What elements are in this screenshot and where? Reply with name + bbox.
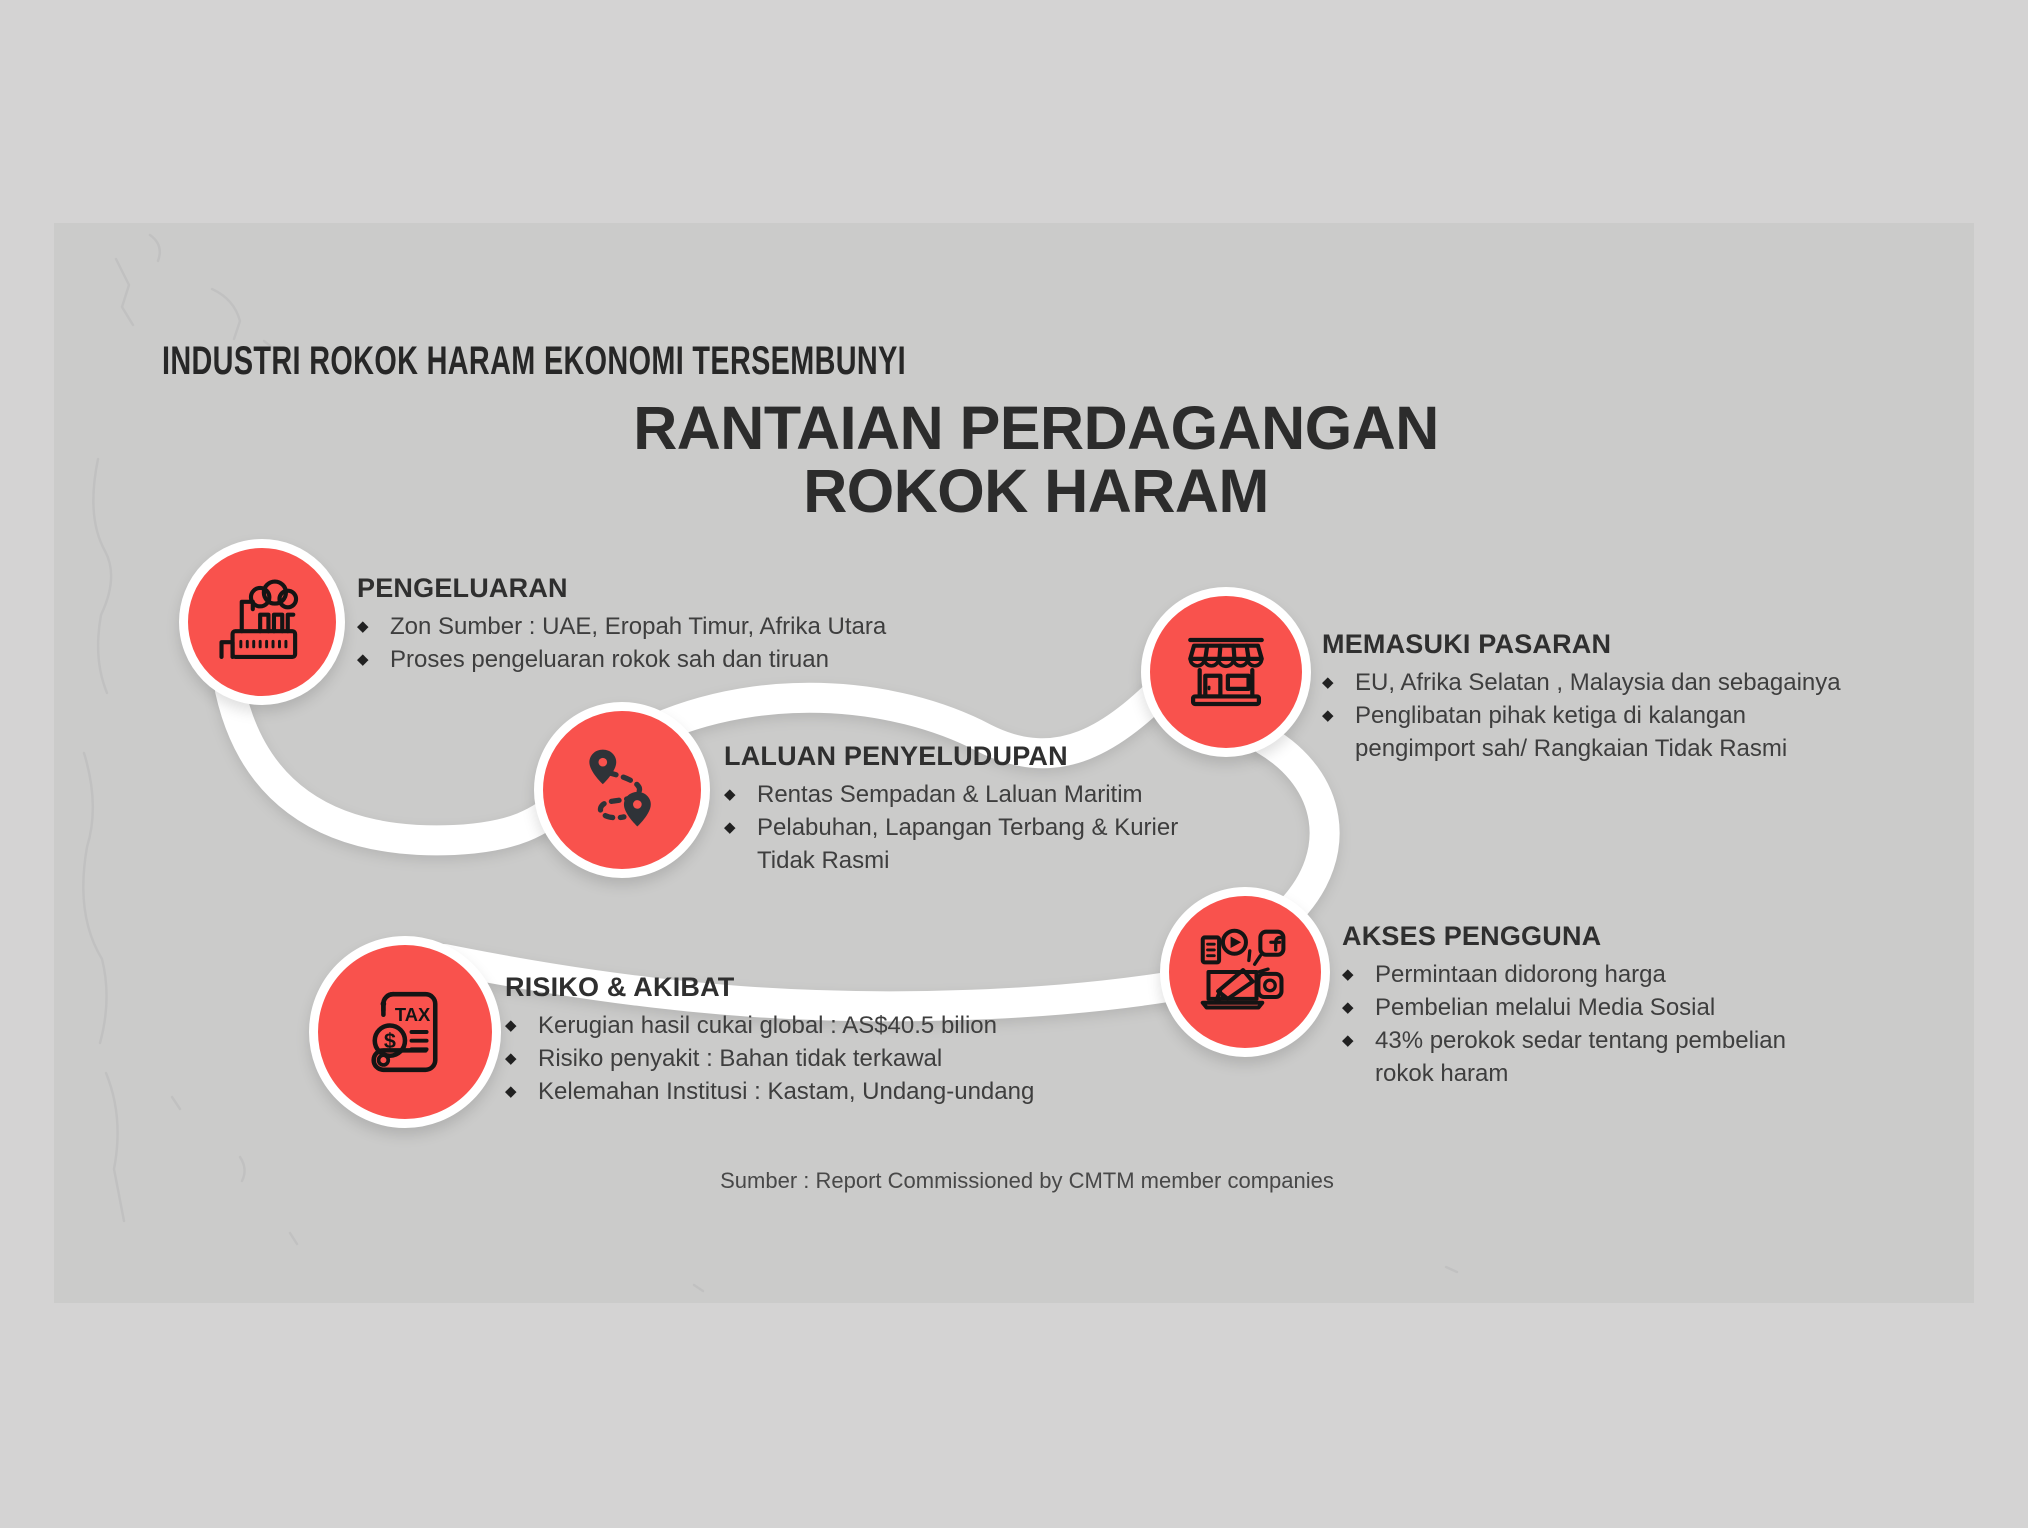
- bullet-text: Tidak Rasmi: [757, 847, 890, 874]
- route-icon: [574, 742, 670, 838]
- bullet-diamond-icon: ◆: [1322, 674, 1334, 691]
- node-title: PENGELUARAN: [357, 573, 568, 603]
- node-title: MEMASUKI PASARAN: [1322, 629, 1612, 659]
- bullet-row: [1342, 991, 1962, 1024]
- page-title-line1: RANTAIAN PERDAGANGAN: [633, 394, 1439, 462]
- bullet-diamond-icon: ◆: [1342, 966, 1354, 983]
- node-title: RISIKO & AKIBAT: [505, 972, 735, 1002]
- bullet-row: [1342, 958, 1962, 991]
- node-circle-pengeluaran: [179, 539, 345, 705]
- node-circle-risiko-akibat: [309, 936, 501, 1128]
- bullet-text: Proses pengeluaran rokok sah dan tiruan: [390, 646, 829, 673]
- bullet-text: Risiko penyakit : Bahan tidak terkawal: [538, 1045, 943, 1072]
- storefront-icon: [1179, 625, 1273, 719]
- bullet-row: [357, 643, 1017, 676]
- social-media-megaphone-icon: [1197, 924, 1293, 1020]
- bullet-row: [724, 811, 1284, 877]
- node-title: AKSES PENGGUNA: [1342, 921, 1602, 951]
- node-text-memasuki-pasaran: [1322, 629, 1942, 765]
- factory-icon: [216, 576, 308, 668]
- node-circle-memasuki-pasaran: [1141, 587, 1311, 757]
- bullet-diamond-icon: ◆: [505, 1017, 517, 1034]
- node-circle-laluan-penyeludupan: [534, 702, 710, 878]
- node-text-pengeluaran: [357, 573, 1017, 676]
- dollar-glyph: $: [383, 1028, 396, 1054]
- bullet-row: [1322, 699, 1942, 765]
- bullet-text: pengimport sah/ Rangkaian Tidak Rasmi: [1355, 735, 1788, 762]
- bullet-text: Penglibatan pihak ketiga di kalangan: [1355, 702, 1746, 729]
- bullet-diamond-icon: ◆: [1342, 1032, 1354, 1049]
- tax-scroll-icon: [351, 978, 459, 1086]
- bullet-diamond-icon: ◆: [505, 1083, 517, 1100]
- bullet-row: [505, 1075, 1165, 1108]
- bullet-text: EU, Afrika Selatan , Malaysia dan sebagainya: [1355, 669, 1841, 696]
- page-title-line2: ROKOK HARAM: [803, 457, 1269, 525]
- bullet-diamond-icon: ◆: [505, 1050, 517, 1067]
- tax-label: TAX: [394, 1004, 431, 1026]
- bullet-text: 43% perokok sedar tentang pembelian: [1375, 1027, 1786, 1054]
- bullet-row: [357, 610, 1017, 643]
- bullet-text: Permintaan didorong harga: [1375, 961, 1666, 988]
- bullet-row: [505, 1009, 1165, 1042]
- bullet-text: Pembelian melalui Media Sosial: [1375, 994, 1716, 1021]
- bullet-diamond-icon: ◆: [357, 651, 369, 668]
- bullet-text: Rentas Sempadan & Laluan Maritim: [757, 781, 1143, 808]
- bullet-row: [505, 1042, 1165, 1075]
- bullet-diamond-icon: ◆: [724, 786, 736, 803]
- ribbon-segment-1: [230, 690, 566, 840]
- node-text-laluan-penyeludupan: [724, 741, 1284, 877]
- bullet-row: [1322, 666, 1942, 699]
- node-circle-akses-pengguna: [1160, 887, 1330, 1057]
- node-title: LALUAN PENYELUDUPAN: [724, 741, 1068, 771]
- bullet-diamond-icon: ◆: [724, 819, 736, 836]
- bullet-text: Zon Sumber : UAE, Eropah Timur, Afrika Utara: [390, 613, 887, 640]
- bullet-text: Pelabuhan, Lapangan Terbang & Kurier: [757, 814, 1179, 841]
- node-text-akses-pengguna: [1342, 921, 1962, 1090]
- bullet-text: Kerugian hasil cukai global : AS$40.5 bilion: [538, 1012, 997, 1039]
- node-text-risiko-akibat: [505, 972, 1165, 1108]
- slide-panel: [54, 223, 1974, 1303]
- bullet-text: Kelemahan Institusi : Kastam, Undang-undang: [538, 1078, 1035, 1105]
- bullet-row: [1342, 1024, 1962, 1090]
- bullet-diamond-icon: ◆: [357, 618, 369, 635]
- page-title: [336, 394, 1736, 525]
- source-note: Sumber : Report Commissioned by CMTM member companies: [720, 1168, 1334, 1193]
- bullet-diamond-icon: ◆: [1322, 707, 1334, 724]
- eyebrow-title: INDUSTRI ROKOK HARAM EKONOMI TERSEMBUNYI: [162, 339, 907, 383]
- bullet-diamond-icon: ◆: [1342, 999, 1354, 1016]
- bullet-row: [724, 778, 1284, 811]
- bullet-text: rokok haram: [1375, 1060, 1509, 1087]
